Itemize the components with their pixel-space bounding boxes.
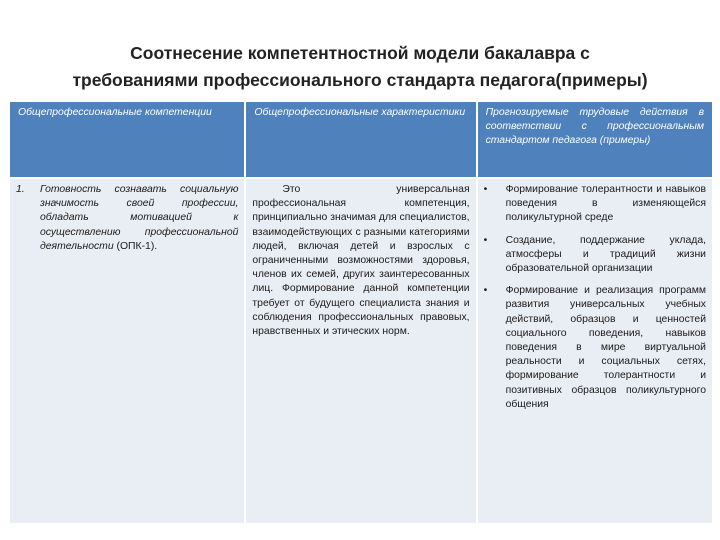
list-item [484, 234, 706, 277]
header-labor-actions: Прогнозируемые трудовые действия в соответствии с профессиональным стандартом педагога (примеры) [477, 102, 712, 178]
competence-description: Готовность сознавать социальную значимость своей профессии, обладать мотивацией к осуществлению профессиональной деятельности [40, 184, 239, 252]
labor-action-text: Создание, поддержание уклада, атмосферы и традиций жизни образовательной организации [505, 234, 706, 275]
bullet-icon: • [483, 184, 488, 195]
cell-characteristic [245, 178, 476, 523]
header-competences: Общепрофессиональные компетенции [10, 102, 245, 178]
labor-action-text: Формирование толерантности и навыков поведения в изменяющейся поликультурной среде [505, 184, 706, 224]
labor-actions-list [484, 183, 706, 412]
labor-action-text: Формирование и реализация программ развития универсальных учебных действий, образцов и ценностей социального поведения, навыков поведения в мире виртуальной реальности и социальных сетях, формирование толерантности и позитивных образцов поликультурного общения [505, 285, 706, 410]
cell-labor-actions [477, 178, 712, 523]
bullet-icon: • [483, 285, 488, 297]
competence-code: (ОПК-1). [113, 240, 158, 252]
cell-competence [10, 178, 245, 523]
list-item [484, 284, 706, 412]
row-number: 1. [16, 184, 25, 195]
header-characteristics: Общепрофессиональные характеристики [245, 102, 476, 178]
slide-title-line-2: требованиями профессионального стандарта педагога(примеры) [72, 70, 648, 90]
table-row [10, 178, 712, 523]
slide-title [20, 40, 700, 94]
slide-title-line-1: Соотнесение компетентностной модели бакалавра с [130, 43, 590, 63]
list-item [484, 183, 706, 226]
competence-table [10, 102, 712, 523]
bullet-icon: • [483, 234, 488, 246]
table-header-row [10, 102, 712, 178]
characteristic-text: Это универсальная профессиональная компетенция, принципиально значимая для специалистов, взаимодействующих с разными категориями людей, включая детей и взрослых с ограниченными возможностями здоровья, членов их семей, других заинтересованных лиц. Формирование данной компетенции требует от будущего специалиста знания и соблюдения профессиональных правовых, нравственных и этических норм. [252, 184, 470, 338]
competence-text [40, 183, 238, 254]
